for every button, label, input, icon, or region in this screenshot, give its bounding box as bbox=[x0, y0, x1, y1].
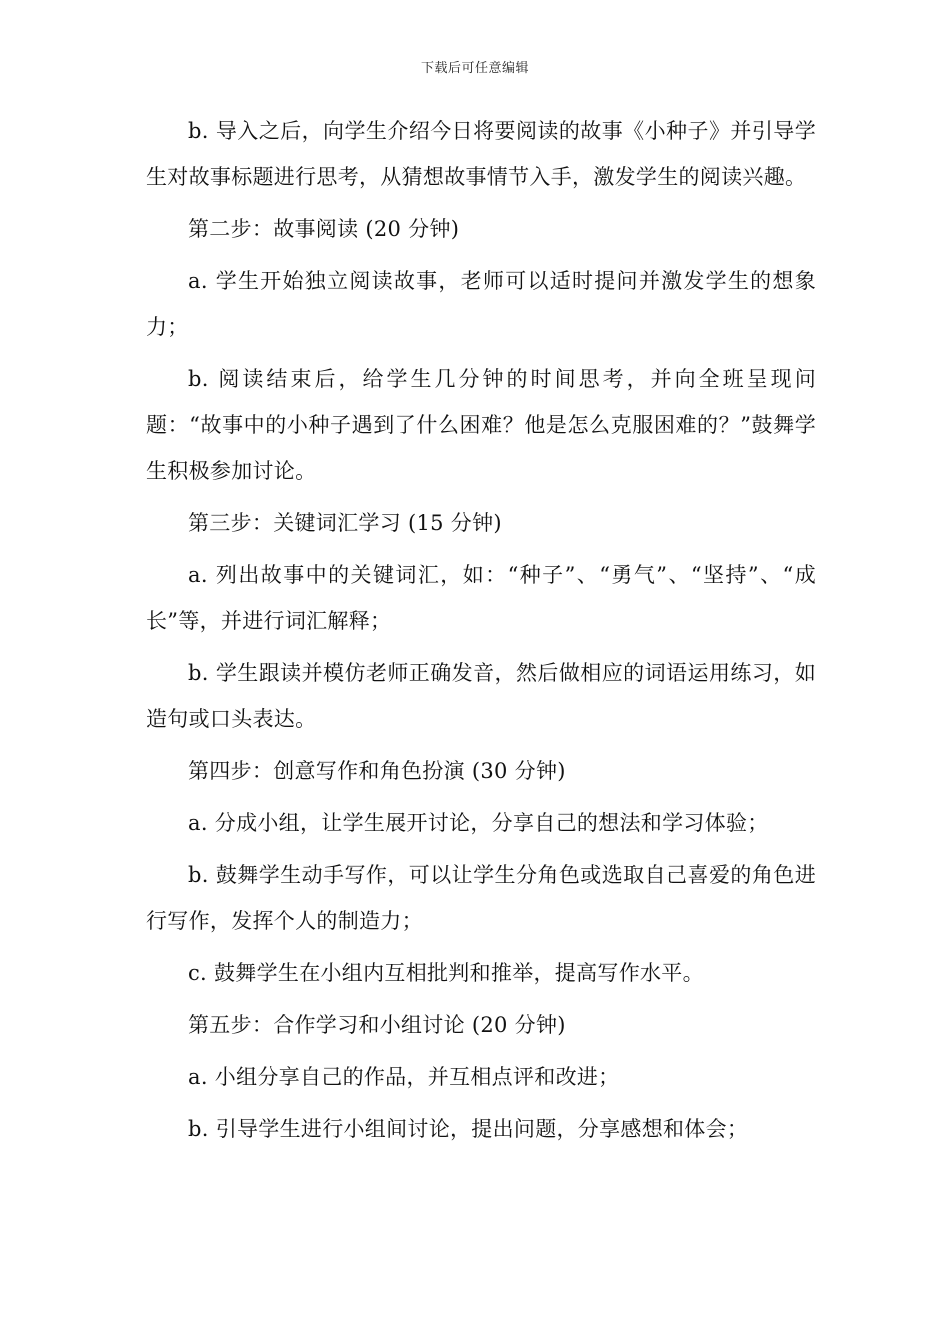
paragraph-intro-b: b. 导入之后，向学生介绍今日将要阅读的故事《小种子》并引导学生对故事标题进行思考，从猜想故事情节入手，激发学生的阅读兴趣。 bbox=[146, 119, 816, 189]
paragraph-step-four-a: a. 分成小组，让学生展开讨论，分享自己的想法和学习体验； bbox=[188, 811, 769, 835]
paragraph-step-five-b: b. 引导学生进行小组间讨论，提出问题，分享感想和体会； bbox=[188, 1117, 749, 1141]
paragraph-step-four-c: c. 鼓舞学生在小组内互相批判和推举，提高写作水平。 bbox=[188, 961, 704, 985]
paragraph-step-four-b: b. 鼓舞学生动手写作，可以让学生分角色或选取自己喜爱的角色进行写作，发挥个人的制造力； bbox=[146, 863, 816, 933]
paragraph-step-two-b: b. 阅读结束后，给学生几分钟的时间思考，并向全班呈现问题：“故事中的小种子遇到了什么困难？他是怎么克服困难的？”鼓舞学生积极参加讨论。 bbox=[146, 367, 816, 483]
heading-step-five: 第五步：合作学习和小组讨论 (20 分钟) bbox=[188, 1013, 566, 1037]
page-header: 下载后可任意编辑 bbox=[420, 61, 529, 76]
heading-step-three: 第三步：关键词汇学习 (15 分钟) bbox=[188, 511, 502, 535]
heading-step-two: 第二步：故事阅读 (20 分钟) bbox=[188, 217, 460, 241]
document-body bbox=[146, 108, 816, 1152]
paragraph-step-two-a: a. 学生开始独立阅读故事，老师可以适时提问并激发学生的想象力； bbox=[146, 269, 816, 339]
heading-step-four: 第四步：创意写作和角色扮演 (30 分钟) bbox=[188, 759, 566, 783]
paragraph-step-five-a: a. 小组分享自己的作品，并互相点评和改进； bbox=[188, 1065, 620, 1089]
paragraph-step-three-a: a. 列出故事中的关键词汇，如：“种子”、“勇气”、“坚持”、“成长”等，并进行词汇解释； bbox=[146, 563, 816, 633]
paragraph-step-three-b: b. 学生跟读并模仿老师正确发音，然后做相应的词语运用练习，如造句或口头表达。 bbox=[146, 661, 816, 731]
